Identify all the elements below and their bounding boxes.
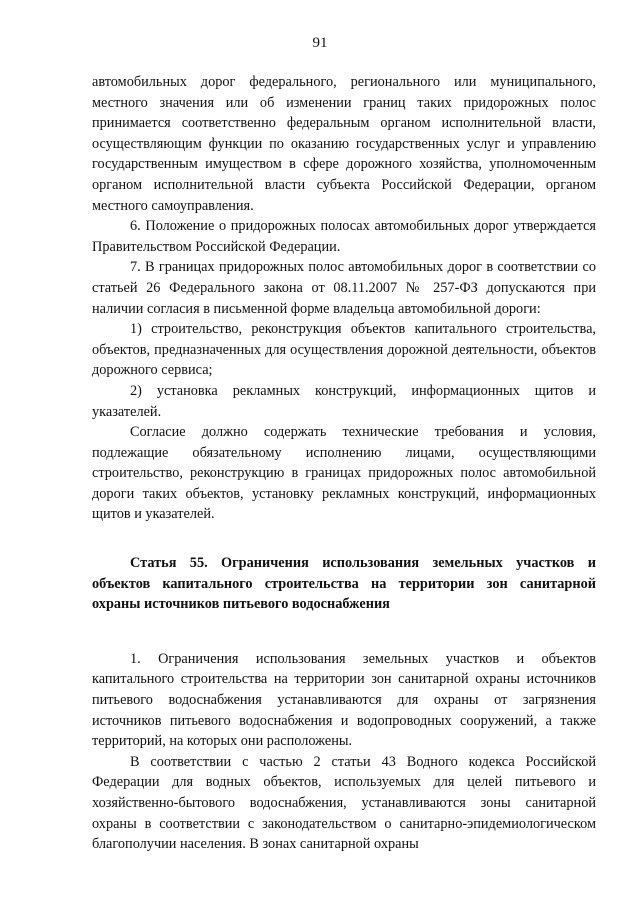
- paragraph: 7. В границах придорожных полос автомобильных дорог в соответствии со статьей 26 Федерального закона от 08.11.2007 № 257-ФЗ допускаются при наличии согласия в письменной форме владельца автомобильной дороги:: [92, 259, 596, 317]
- page-body: [92, 72, 596, 855]
- paragraph: Согласие должно содержать технические требования и условия, подлежащие обязательному исполнению лицами, осуществляющими строительство, реконструкцию в границах придорожных полос автомобильной дороги таких объектов, установку рекламных конструкций, информационных щитов и указателей.: [92, 424, 596, 523]
- list-item: 2) установка рекламных конструкций, информационных щитов и указателей.: [92, 382, 596, 420]
- paragraph: автомобильных дорог федерального, регионального или муниципального, местного значения или об изменении границ таких придорожных полос принимается соответственно федеральным органом исполнительной власти, осуществляющим функции по оказанию государственных услуг и управлению государственным имуществом в сфере дорожного хозяйства, уполномоченным органом исполнительной власти субъекта Российской Федерации, органом местного самоуправления.: [92, 74, 596, 214]
- paragraph: В соответствии с частью 2 статьи 43 Водного кодекса Российской Федерации для водных объектов, используемых для целей питьевого и хозяйственно-бытового водоснабжения, устанавливаются зоны санитарной охраны в соответствии с законодательством о санитарно-эпидемиологическом благополучии населения. В зонах санитарной охраны: [92, 753, 596, 853]
- list-item: 1) строительство, реконструкция объектов капитального строительства, объектов, предназначенных для осуществления дорожной деятельности, объектов дорожного сервиса;: [92, 321, 596, 379]
- paragraph: 6. Положение о придорожных полосах автомобильных дорог утверждается Правительством Российской Федерации.: [92, 218, 596, 255]
- paragraph: 1. Ограничения использования земельных участков и объектов капитального строительства на территории зон санитарной охраны источников питьевого водоснабжения устанавливаются для охраны от загрязнения источников питьевого водоснабжения и водопроводных сооружений, а также территорий, на которых они расположены.: [92, 650, 596, 750]
- page-number: 91: [312, 35, 328, 51]
- article-heading: Статья 55. Ограничения использования земельных участков и объектов капитального строительства на территории зон санитарной охраны источников питьевого водоснабжения: [92, 555, 596, 613]
